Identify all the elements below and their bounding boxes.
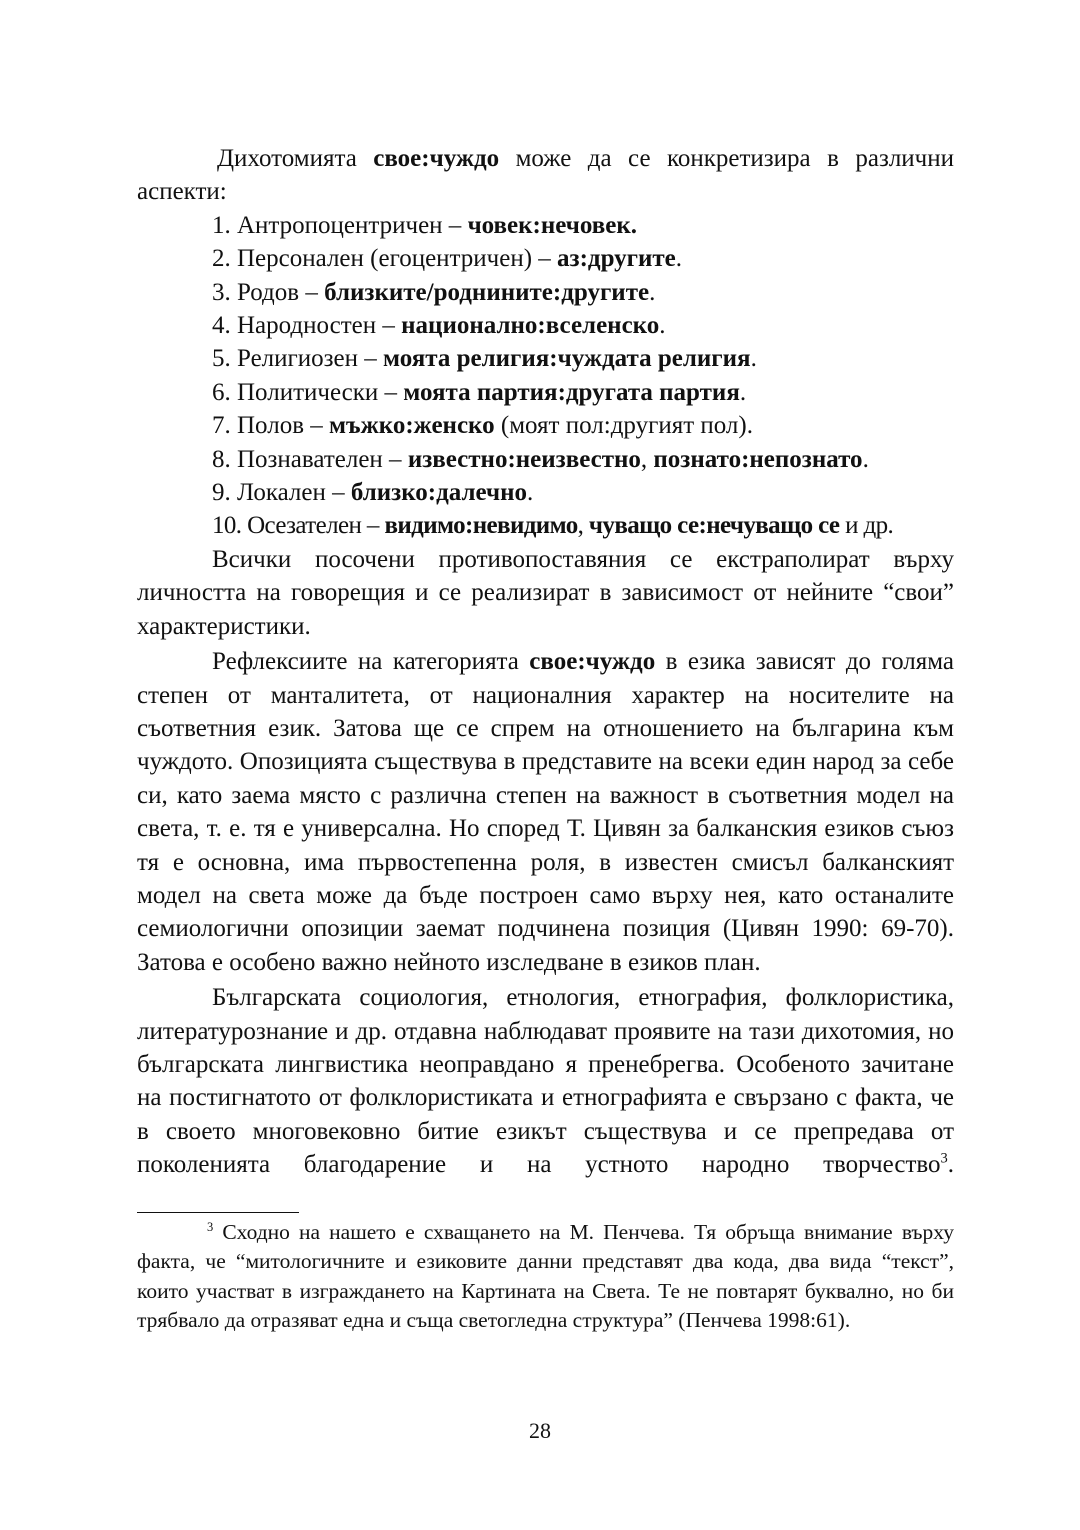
paragraph: Всички посочени противопоставяния се екстраполират върху личността на говорещия и се реализират в зависимост от нейните “свои” характеристики. [137,545,954,640]
list-item: 1. Антропоцентричен – човек:нечовек. [212,211,637,239]
main-text [137,142,954,1182]
list-item: 4. Народностен – национално:вселенско. [212,312,666,340]
list-item: 7. Полов – мъжко:женско (моят пол:другият пол). [212,412,753,440]
list-item: 8. Познавателен – известно:неизвестно, познато:непознато. [212,445,869,473]
paragraph: Българската социология, етнология, етнография, фолклористика, литературознание и др. отдавна наблюдават проявите на тази дихотомия, но българската лингвистика неоправдано я пренебрегва. Особеното зачитане на постигнатото от фолклористиката и етнографията е свързано с факта, че в своето многовековно битие езикът съществува и се препредава от поколенията благодарение и на устното народно творчество$^3$. [137,984,954,1179]
intro-paragraph [137,142,954,209]
page-number: 28 [529,1418,551,1443]
footnote-mark: 3 [207,1219,214,1234]
aspect-list [137,209,954,543]
footnote-text: Сходно на нашето е схващането на М. Пенчева. Тя обръща внимание върху факта, че “митологичните и езиковите данни представят два кода, два вида “текст”, които участват в изграждането на Картината на Света. Те не повтарят буквално, но би трябвало да отразяват една и съща светогледна структура” (Пенчева 1998:61). [137,1220,954,1332]
intro-term: свое:чуждо [373,145,500,172]
paragraph: Рефлексиите на категорията свое:чуждо в езика зависят до голяма степен от манталитета, от националния характер на носителите на съответния език. Затова ще се спрем на отношението на българина към чуждото. Опозицията съществува в представите на всеки един народ за себе си, като заема място с различна степен на важност в съответния модел на света, т. е. тя е универсална. Но според Т. Цивян за балканския езиков съюз тя е основна, има първостепенна роля, в известен смисъл балканският модел на света може да бъде построен само върху нея, като останалите семиологични опозиции заемат подчинена позиция (Цивян 1990: 69-70). Затова е особено важно нейното изследване в езиков план. [137,648,954,976]
list-item: 9. Локален – близко:далечно. [212,479,534,507]
footnote-separator [137,1212,299,1213]
list-item: 3. Родов – близките/роднините:другите. [212,278,656,306]
footnote-reference[interactable]: 3 [940,1150,948,1167]
list-item: 5. Религиозен – моята религия:чуждата религия. [212,345,757,373]
list-item: 10. Осезателен – видимо:невидимо, чуващо се:нечуващо се и др. [212,512,894,540]
intro-text-end: може да се конкретизира в различни аспекти: [137,145,954,206]
key-term: свое:чуждо [529,648,656,676]
intro-text: Дихотомията [217,145,374,172]
list-item: 2. Персонален (егоцентричен) – аз:другите. [212,245,683,273]
footnote [137,1218,954,1335]
list-item: 6. Политически – моята партия:другата партия. [212,378,747,406]
